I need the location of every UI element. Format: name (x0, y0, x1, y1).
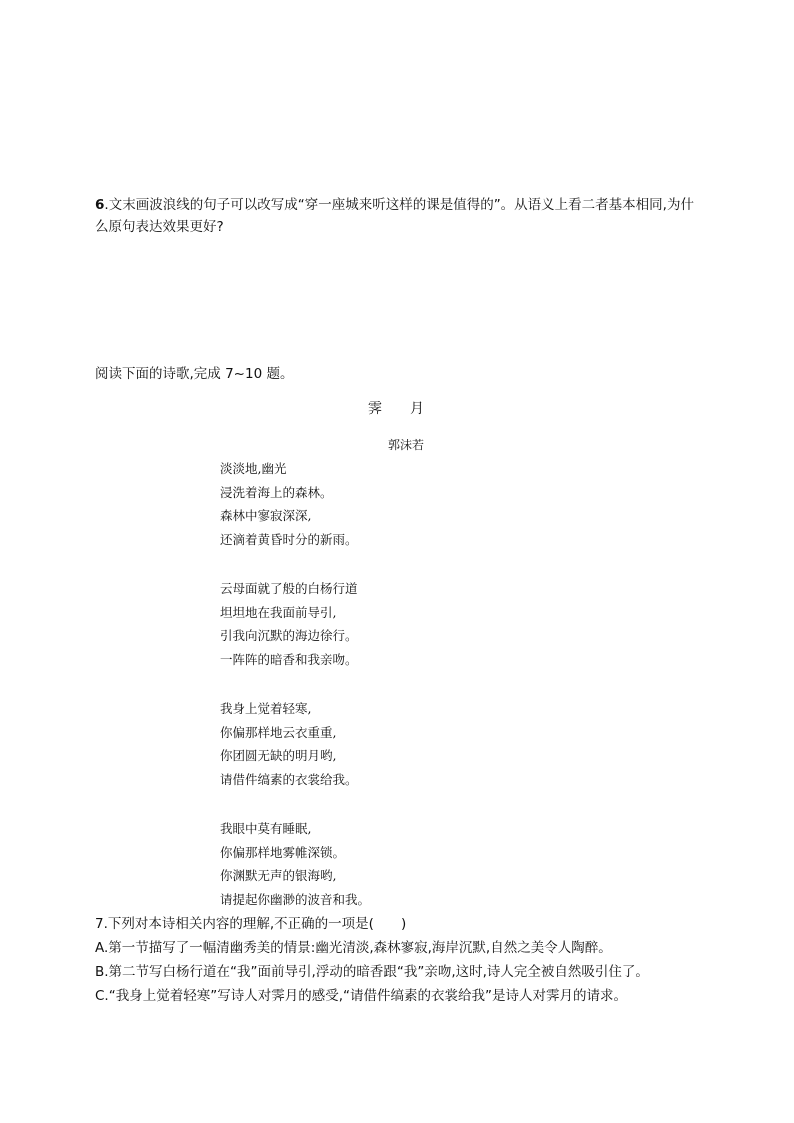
poem-line: 森林中寥寂深深, (220, 508, 312, 523)
question-7-stem: 7.下列对本诗相关内容的理解,不正确的一项是( ) (95, 916, 407, 932)
question-6-number: 6 (95, 197, 105, 213)
poem-line: 请借件缟素的衣裳给我。 (220, 771, 358, 787)
poem-line: 我身上觉着轻寒, (220, 701, 312, 716)
poem-title (368, 398, 424, 418)
poem-author: 郭沫若 (388, 438, 425, 452)
question-7 (95, 912, 715, 1008)
poem-line: 淡淡地,幽光 (220, 461, 287, 476)
poem-stanza-3 (220, 697, 520, 791)
poem-line: 浸洗着海上的森林。 (220, 484, 333, 500)
reading-instruction: 阅读下面的诗歌,完成 7~10 题。 (95, 366, 294, 382)
option-a: A.第一节描写了一幅清幽秀美的情景:幽光清淡,森林寥寂,海岸沉默,自然之美令人陶醉。 (95, 940, 612, 956)
poem-line: 请提起你幽渺的波音和我。 (220, 891, 371, 907)
poem-line: 引我向沉默的海边徐行。 (220, 628, 358, 643)
poem-line: 云母面就了般的白杨行道 (220, 581, 358, 596)
poem-line: 你渊默无声的银海哟, (220, 868, 337, 883)
question-6 (95, 194, 705, 238)
poem-stanza-1 (220, 457, 520, 551)
poem-line: 一阵阵的暗香和我亲吻。 (220, 651, 358, 667)
poem-line: 还滴着黄昏时分的新雨。 (220, 531, 358, 547)
poem-line: 我眼中莫有睡眠, (220, 821, 312, 836)
question-6-text: .文末画波浪线的句子可以改写成“穿一座城来听这样的课是值得的”。从语义上看二者基本相同,为什么原句表达效果更好? (95, 197, 694, 235)
option-b: B.第二节写白杨行道在“我”面前导引,浮动的暗香跟“我”亲吻,这时,诗人完全被自然吸引住了。 (95, 964, 649, 980)
poem-stanza-4 (220, 817, 520, 911)
option-c: C.“我身上觉着轻寒”写诗人对霁月的感受,“请借件缟素的衣裳给我”是诗人对霁月的请求。 (95, 988, 627, 1004)
poem-stanza-2 (220, 577, 520, 671)
poem-line: 你团圆无缺的明月哟, (220, 748, 337, 763)
poem-line: 坦坦地在我面前导引, (220, 604, 337, 620)
poem-line: 你偏那样地雾帷深锁。 (220, 844, 346, 860)
poem-title-char-2: 月 (410, 401, 424, 417)
poem-title-char-1: 霁 (368, 401, 382, 417)
poem-line: 你偏那样地云衣重重, (220, 724, 337, 740)
